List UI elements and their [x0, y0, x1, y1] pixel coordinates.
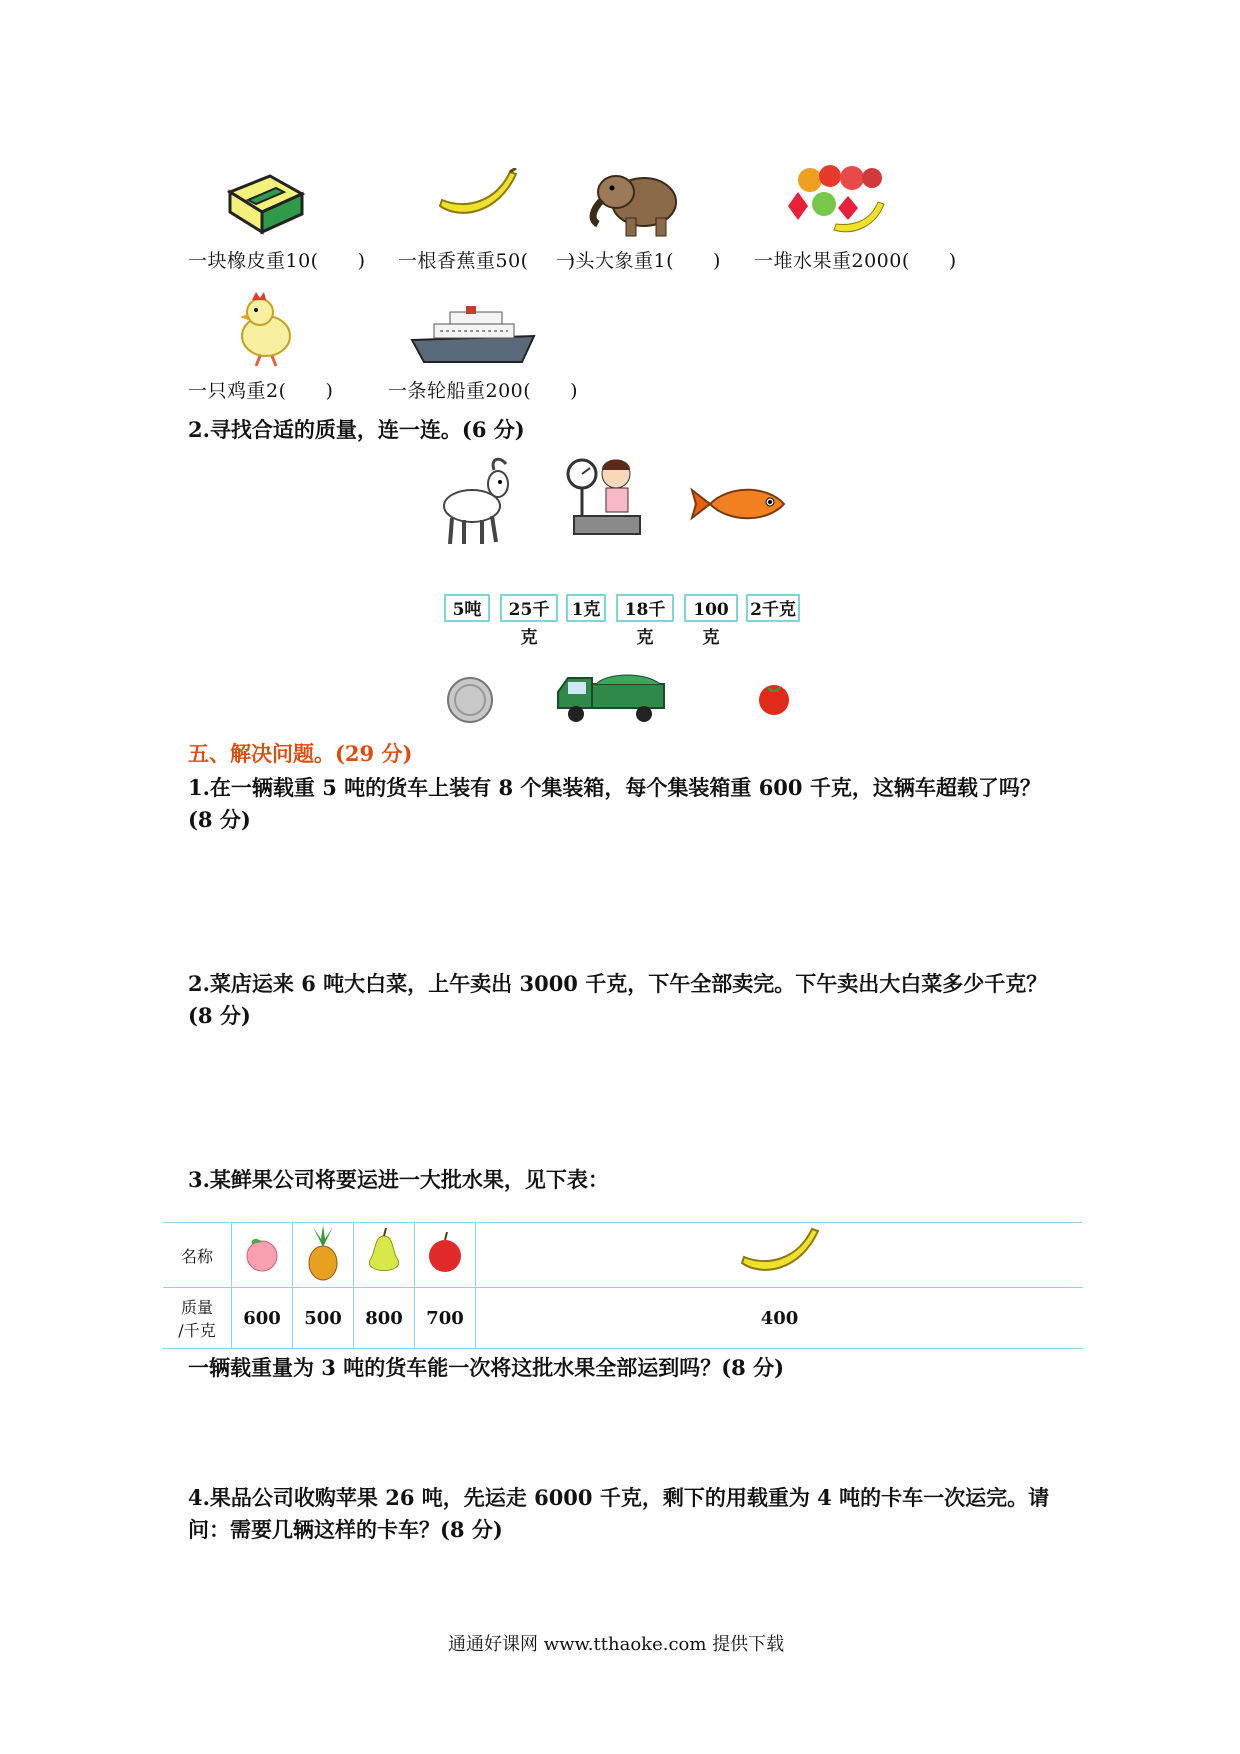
fill-item-chicken: 一只鸡重2( )	[188, 380, 334, 402]
truck-icon[interactable]	[554, 670, 666, 726]
elephant-icon	[586, 160, 686, 240]
fill-item-eraser: 一块橡皮重10( )	[188, 250, 366, 272]
mass-option-100g[interactable]: 100克	[684, 594, 738, 622]
fill-item-banana: 一根香蕉重50( )	[398, 250, 576, 272]
pineapple-icon	[305, 1225, 341, 1281]
mass-option-18kg[interactable]: 18千克	[616, 594, 674, 622]
mass-pineapple: 500	[293, 1288, 354, 1349]
section-5-title: 五、解决问题。(29 分)	[188, 741, 413, 766]
tomato-icon[interactable]	[754, 678, 794, 716]
goat-icon[interactable]	[436, 454, 516, 548]
banana-icon	[436, 168, 520, 224]
mass-option-1g[interactable]: 1克	[566, 594, 606, 622]
mass-option-5t[interactable]: 5吨	[444, 594, 490, 622]
problem-2: 2.菜店运来 6 吨大白菜，上午卖出 3000 千克，下午全部卖完。下午卖出大白菜多少千克？(8 分)	[188, 971, 1048, 1028]
fill-item-fruit-pile: 一堆水果重2000( )	[754, 250, 957, 272]
fill-item-elephant: 一头大象重1( )	[556, 250, 721, 272]
banana-icon	[738, 1225, 822, 1281]
mass-pear: 800	[354, 1288, 415, 1349]
table-header-name: 名称	[163, 1223, 232, 1288]
eraser-icon	[226, 170, 306, 240]
mass-banana: 400	[476, 1288, 1084, 1349]
problem-3-question: 一辆载重量为 3 吨的货车能一次将这批水果全部运到吗？(8 分)	[188, 1355, 785, 1380]
fish-icon[interactable]	[690, 482, 786, 526]
mass-option-2kg[interactable]: 2千克	[746, 594, 800, 622]
peach-icon	[242, 1234, 282, 1272]
problem-3: 3.某鲜果公司将要运进一大批水果，见下表：	[188, 1167, 609, 1192]
chicken-icon	[230, 290, 300, 370]
problem-4: 4.果品公司收购苹果 26 吨，先运走 6000 千克，剩下的用载重为 4 吨的卡车一次运完。请问：需要几辆这样的卡车？(8 分)	[188, 1485, 1050, 1542]
problem-1: 1.在一辆载重 5 吨的货车上装有 8 个集装箱，每个集装箱重 600 千克，这辆车超载了吗？(8 分)	[188, 775, 1041, 832]
girl-on-scale-icon[interactable]	[560, 452, 652, 542]
mass-apple: 700	[415, 1288, 476, 1349]
fill-item-ship: 一条轮船重200( )	[388, 380, 579, 402]
question-2: 2.寻找合适的质量，连一连。(6 分)	[188, 417, 525, 442]
table-header-mass: 质量 /千克	[163, 1288, 232, 1349]
mass-peach: 600	[232, 1288, 293, 1349]
apple-icon	[425, 1232, 465, 1274]
coin-icon[interactable]	[446, 676, 494, 724]
fruit-pile-icon	[778, 160, 888, 238]
footer-text: 通通好课网 www.tthaoke.com 提供下载	[448, 1634, 785, 1655]
mass-option-25kg[interactable]: 25千克	[500, 594, 558, 622]
fruit-table	[163, 1222, 1083, 1349]
ship-icon	[410, 306, 536, 366]
pear-icon	[364, 1228, 404, 1278]
